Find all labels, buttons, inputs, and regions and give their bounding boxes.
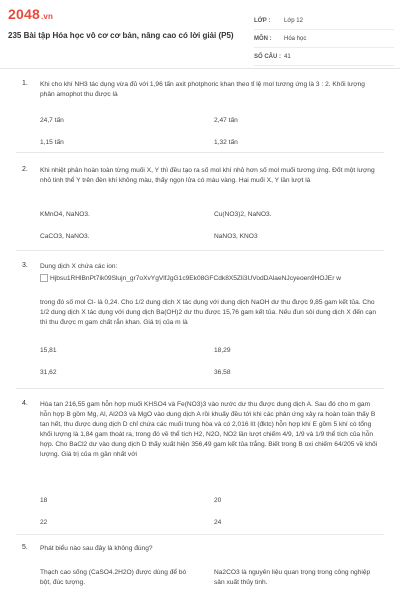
option-b[interactable]: 2,47 tấn	[214, 117, 238, 124]
option-b[interactable]: 20	[214, 497, 222, 504]
option-b[interactable]: Cu(NO3)2, NaNO3.	[214, 211, 272, 218]
meta-row-class	[254, 12, 394, 30]
option-a[interactable]: KMnO4, NaNO3.	[40, 211, 90, 218]
question-text: Phát biểu nào sau đây là không đúng?	[40, 545, 153, 552]
divider	[16, 388, 384, 389]
document-title: 235 Bài tập Hóa học vô cơ cơ bản, nâng cao có lời giải (P5)	[8, 31, 234, 40]
option-b[interactable]: 18,29	[214, 347, 231, 354]
divider	[16, 152, 384, 153]
option-d[interactable]: 36,58	[214, 369, 231, 376]
option-a[interactable]: 15,81	[40, 347, 57, 354]
option-c[interactable]: 22	[40, 519, 48, 526]
meta-table	[254, 12, 394, 66]
option-c[interactable]: CaCO3, NaNO3.	[40, 233, 90, 240]
question-text: Khi cho khí NH3 tác dụng vừa đủ với 1,96 tấn axit photphoric khan theo tỉ lệ mol tương ứng là 3 : 2. Khối lượng phân amophot thu được là	[40, 81, 365, 98]
meta-row-count	[254, 48, 394, 66]
meta-row-subject	[254, 30, 394, 48]
question-text: Dung dịch X chứa các ion:	[40, 263, 118, 270]
option-d[interactable]: NaNO3, KNO3	[214, 233, 258, 240]
question-number: 5.	[22, 544, 28, 551]
image-alt-text: Hjbsu1RHlBnPt7ik09Slujn_gr7oXvYgVlfJgG1c9Ek08GFCdk8X5Zli3UVodDAlaeNJcyeoen9HOJEr w	[50, 274, 341, 282]
option-c[interactable]: 31,62	[40, 369, 57, 376]
meta-label: SỐ CÂU :	[254, 53, 281, 60]
logo-text: 2048	[8, 6, 40, 22]
page-header	[0, 0, 400, 69]
option-a[interactable]: 18	[40, 497, 48, 504]
question-number: 4.	[22, 400, 28, 407]
logo-suffix: .vn	[40, 12, 54, 21]
option-a[interactable]: Thạch cao sống (CaSO4.2H2O) được dùng để bó bột, đúc tượng.	[40, 569, 187, 586]
ion-image-placeholder	[40, 274, 341, 282]
meta-value: Hóa học	[284, 35, 307, 42]
divider	[16, 250, 384, 251]
meta-value: 41	[284, 53, 291, 60]
option-c[interactable]: 1,15 tấn	[40, 139, 64, 146]
question-number: 1.	[22, 80, 28, 87]
question-text: Khi nhiệt phân hoàn toàn từng muối X, Y thì đều tạo ra số mol khí nhỏ hơn số mol muối tương ứng. Đốt một lượng nhỏ tinh thể Y trên đèn khí không màu, thấy ngọn lửa có màu vàng. Hai muối X, Y lần lượt là	[40, 167, 375, 184]
option-b[interactable]: Na2CO3 là nguyên liệu quan trọng trong công nghiệp sản xuất thủy tinh.	[214, 569, 371, 586]
site-logo[interactable]	[8, 6, 53, 22]
meta-value: Lớp 12	[284, 17, 303, 24]
meta-label: LỚP :	[254, 17, 271, 24]
question-number: 3.	[22, 262, 28, 269]
question-number: 2.	[22, 166, 28, 173]
question-text-continued: trong đó số mol Cl- là 0,24. Cho 1/2 dung dịch X tác dụng với dung dịch NaOH dư thu được 9,85 gam kết tủa. Cho 1/2 dung dịch X tác dụng với dung dịch Ba(OH)2 dư thu được 15,76 gam kết tủa. Nếu đun sôi dung dịch X đến cạn thì thu được m gam chất rắn khan. Giá trị của m là	[40, 299, 377, 326]
option-d[interactable]: 1,32 tấn	[214, 139, 238, 146]
broken-image-icon	[40, 274, 48, 282]
meta-label: MÔN :	[254, 35, 272, 42]
divider	[16, 534, 384, 535]
question-text: Hòa tan 216,55 gam hỗn hợp muối KHSO4 và Fe(NO3)3 vào nước dư thu được dung dịch A. Sau đó cho m gam hỗn hợp B gồm Mg, Al, Al2O3 và MgO vào dung dịch A rồi khuấy đều tới khi các phản ứng xảy ra hoàn toàn thấy B tan hết, thu được dung dịch D chỉ chứa các muối trung hòa và có 2,016 lít (đktc) hỗn hợp khí E gồm 5 khí có tổng khối lượng là 1,84 gam thoát ra, trong đó về thể tích H2, N2O, NO2 lần lượt chiếm 4/9, 1/9 và 1/9 thể tích của hỗn hợp. Cho BaCl2 dư vào dung dịch D thấy xuất hiện 356,49 gam kết tủa trắng. Biết trong B oxi chiếm 64/205 về khối lượng. Giá trị của m gần nhất với	[40, 401, 378, 458]
option-a[interactable]: 24,7 tấn	[40, 117, 64, 124]
option-d[interactable]: 24	[214, 519, 222, 526]
